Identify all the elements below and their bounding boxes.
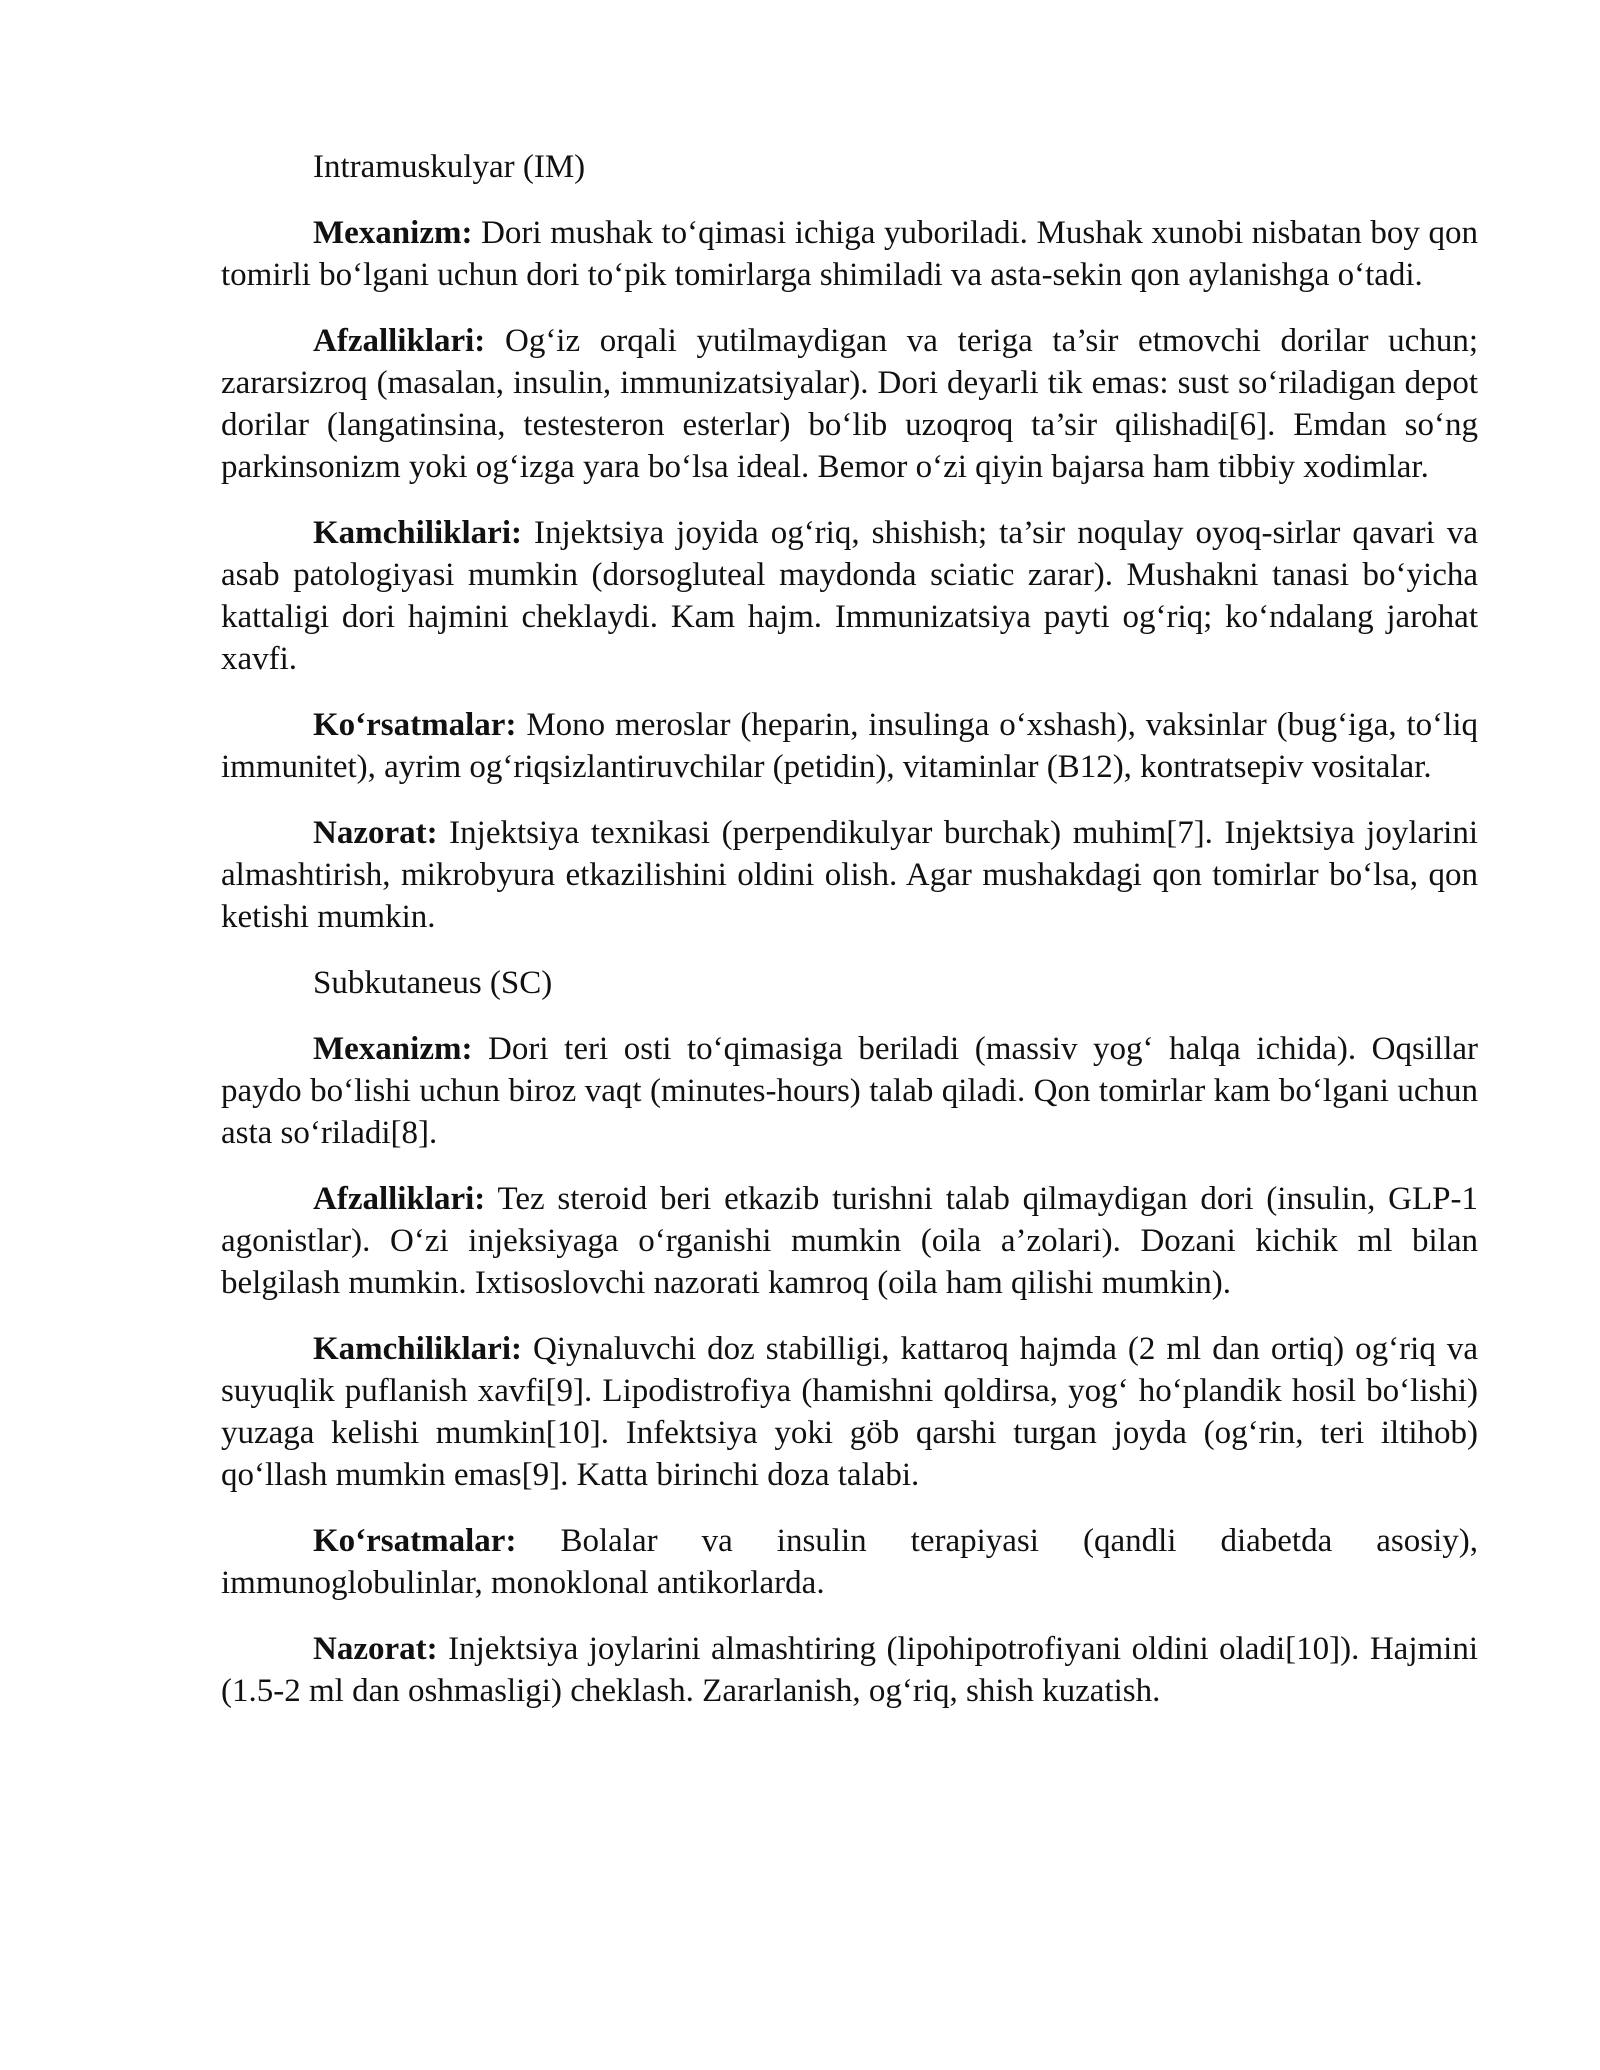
paragraph-label: Afzalliklari: [313,1181,486,1217]
paragraph-text: Qiynaluvchi doz stabilligi, kattaroq hajmda (2 ml dan ortiq) og‘riq va suyuqlik puflanish xavfi[9]. Lipodistrofiya (hamishni qoldirsa, yog‘ ho‘plandik hosil bo‘lishi) yuzaga kelishi mumkin[10]. Infektsiya yoki göb qarshi turgan joyda (og‘rin, teri iltihob) qo‘llash mumkin emas[9]. Katta birinchi doza talabi. [221,1331,1478,1493]
section-heading-intramuscular: Intramuskulyar (IM) [313,149,586,185]
paragraph-im-advantages [221,320,1478,488]
paragraph-text: Dori mushak to‘qimasi ichiga yuboriladi. Mushak xunobi nisbatan boy qon tomirli bo‘lgani uchun dori to‘pik tomirlarga shimiladi va asta-sekin qon aylanishga o‘tadi. [221,215,1478,293]
paragraph-sc-disadvantages [221,1328,1478,1496]
paragraph-label: Kamchiliklari: [313,1331,522,1367]
paragraph-im-control [221,812,1478,938]
paragraph-sc-indications [221,1520,1478,1604]
paragraph-label: Ko‘rsatmalar: [313,707,517,743]
paragraph-im-disadvantages [221,512,1478,680]
paragraph-sc-advantages [221,1178,1478,1304]
paragraph-im-indications [221,704,1478,788]
paragraph-text: Og‘iz orqali yutilmaydigan va teriga ta’sir etmovchi dorilar uchun; zararsizroq (masalan, insulin, immunizatsiyalar). Dori deyarli tik emas: sust so‘riladigan depot dorilar (langatinsina, testesteron esterlar) bo‘lib uzoqroq ta’sir qilishadi[6]. Emdan so‘ng parkinsonizm yoki og‘izga yara bo‘lsa ideal. Bemor o‘zi qiyin bajarsa ham tibbiy xodimlar. [221,323,1478,485]
section-heading-subcutaneous: Subkutaneus (SC) [313,965,553,1001]
paragraph-text: Mono meroslar (heparin, insulinga o‘xshash), vaksinlar (bug‘iga, to‘liq immunitet), ayrim og‘riqsizlantiruvchilar (petidin), vitaminlar (B12), kontratsepiv vositalar. [221,707,1478,785]
paragraph-text: Tez steroid beri etkazib turishni talab qilmaydigan dori (insulin, GLP-1 agonistlar). O‘zi injeksiyaga o‘rganishi mumkin (oila a’zolari). Dozani kichik ml bilan belgilash mumkin. Ixtisoslovchi nazorati kamroq (oila ham qilishi mumkin). [221,1181,1478,1301]
paragraph-label: Ko‘rsatmalar: [313,1523,517,1559]
paragraph-text: Injektsiya joylarini almashtiring (lipohipotrofiyani oldini oladi[10]). Hajmini (1.5-2 ml dan oshmasligi) cheklash. Zararlanish, og‘riq, shish kuzatish. [221,1631,1478,1709]
paragraph-text: Bolalar va insulin terapiyasi (qandli diabetda asosiy), immunoglobulinlar, monoklonal antikorlarda. [221,1523,1478,1601]
paragraph-text: Injektsiya texnikasi (perpendikulyar burchak) muhim[7]. Injektsiya joylarini almashtirish, mikrobyura etkazilishini oldini olish. Agar mushakdagi qon tomirlar bo‘lsa, qon ketishi mumkin. [221,815,1478,935]
paragraph-label: Afzalliklari: [313,323,486,359]
paragraph-label: Nazorat: [313,1631,438,1667]
paragraph-sc-control [221,1628,1478,1712]
paragraph-sc-mechanism [221,1028,1478,1154]
paragraph-text: Injektsiya joyida og‘riq, shishish; ta’sir noqulay oyoq-sirlar qavari va asab patologiyasi mumkin (dorsogluteal maydonda sciatic zarar). Mushakni tanasi bo‘yicha kattaligi dori hajmini cheklaydi. Kam hajm. Immunizatsiya payti og‘riq; ko‘ndalang jarohat xavfi. [221,515,1478,677]
paragraph-im-mechanism [221,212,1478,296]
paragraph-text: Dori teri osti to‘qimasiga beriladi (massiv yog‘ halqa ichida). Oqsillar paydo bo‘lishi uchun biroz vaqt (minutes-hours) talab qiladi. Qon tomirlar kam bo‘lgani uchun asta so‘riladi[8]. [221,1031,1478,1151]
paragraph-label: Mexanizm: [313,1031,473,1067]
paragraph-label: Kamchiliklari: [313,515,522,551]
document-body [221,146,1478,1736]
paragraph-label: Nazorat: [313,815,438,851]
paragraph-label: Mexanizm: [313,215,473,251]
